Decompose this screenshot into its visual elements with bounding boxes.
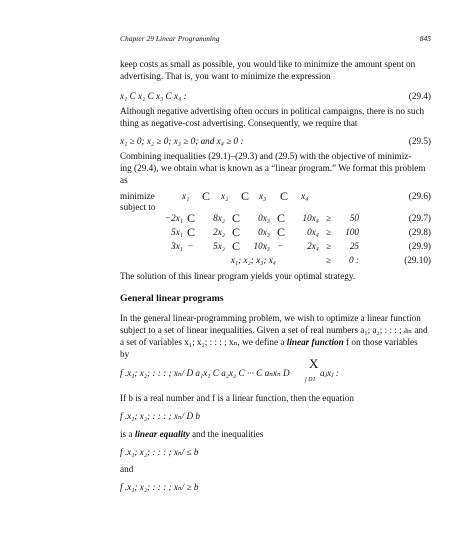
constraint-29-9-rhs: 25 bbox=[349, 241, 359, 251]
nonneg-variables: x₁; x₂; x₃; x₄ bbox=[230, 255, 276, 265]
equality-sentence bbox=[120, 428, 263, 440]
constraint-29-7-term-3: 0x₃ bbox=[258, 213, 270, 223]
constraint-29-8-op-1: C bbox=[187, 225, 196, 239]
equality-sentence-post: and the inequalities bbox=[189, 429, 264, 439]
neg-adv-line-1: Although negative advertising often occurs in political campaigns, there is no such bbox=[120, 106, 425, 116]
constraint-29-9-op-1: − bbox=[188, 241, 194, 251]
constraint-29-9-term-3: 10x₃ bbox=[253, 241, 270, 251]
equation-number-29-10: (29.10) bbox=[404, 255, 431, 265]
term-linear-function: linear function bbox=[286, 337, 344, 347]
equation-number-29-7: (29.7) bbox=[408, 213, 431, 223]
summation-symbol: X bbox=[309, 356, 319, 371]
section-heading: General linear programs bbox=[120, 293, 224, 304]
combining-line-2: ing (29.4), we obtain what is known as a “linear program.” We format this problem bbox=[120, 163, 426, 173]
combining-line-3: as bbox=[120, 175, 128, 185]
constraint-29-9-term-2: 5x₂ bbox=[213, 241, 225, 251]
constraint-29-9-term-4: 2x₄ bbox=[307, 241, 319, 251]
neg-adv-line-2: thing as negative-cost advertising. Consequently, we require that bbox=[120, 118, 358, 128]
summation-term: aⱼxⱼ : bbox=[320, 368, 339, 378]
subject-to-label: subject to bbox=[120, 202, 156, 212]
page-number: 845 bbox=[419, 34, 431, 43]
linear-equality-equation: f .x₁; x₂; : : : ; xₙ/ D b bbox=[120, 411, 201, 421]
summation-index: j D1 bbox=[305, 377, 316, 383]
constraint-29-7-op-3: C bbox=[277, 211, 286, 225]
minimize-label: minimize bbox=[120, 191, 155, 201]
constraint-29-8-op-3: C bbox=[277, 225, 286, 239]
objective-x3: x₃ bbox=[259, 191, 267, 201]
objective-x2: x₂ bbox=[221, 191, 229, 201]
intro-line-1: keep costs as small as possible, you would like to minimize the amount spent on bbox=[120, 59, 416, 69]
constraint-29-8-term-4: 0x₄ bbox=[307, 227, 319, 237]
constraint-29-8-op-2: C bbox=[232, 225, 241, 239]
constraint-29-7-term-2: 8x₂ bbox=[213, 213, 225, 223]
equation-number-29-6: (29.6) bbox=[408, 191, 431, 201]
if-sentence: If b is a real number and f is a linear function, then the equation bbox=[120, 393, 354, 403]
section-line-3-post: f on those variables bbox=[343, 337, 418, 347]
linear-function-definition: f .x₁; x₂; : : : ; xₙ/ D a₁x₁ C a₂x₂ C ··· C aₙxₙ D bbox=[120, 368, 290, 378]
constraint-29-9-rel: ≥ bbox=[326, 241, 332, 251]
equality-sentence-pre: is a bbox=[120, 429, 135, 439]
constraint-29-8-term-2: 2x₂ bbox=[213, 227, 225, 237]
section-line-2: subject to a set of linear inequalities. Given a set of real numbers a₁; a₂; : : : ; aₙ and bbox=[120, 325, 428, 335]
constraint-29-9-term-1: 3x₁ bbox=[171, 241, 183, 251]
inequality-le: f .x₁; x₂; : : : ; xₙ/ ≤ b bbox=[120, 447, 199, 457]
and-word: and bbox=[120, 464, 134, 474]
constraint-29-7-term-4: 10x₄ bbox=[302, 213, 319, 223]
constraint-29-9-op-3: − bbox=[278, 241, 284, 251]
intro-line-2: advertising. That is, you want to minimize the expression bbox=[120, 71, 331, 81]
inequality-ge: f .x₁; x₂; : : : ; xₙ/ ≥ b bbox=[120, 482, 199, 492]
section-line-3-pre: a set of variables x₁; x₂; : : : ; xₙ, we define a bbox=[120, 337, 287, 347]
constraint-29-7-op-1: C bbox=[187, 211, 196, 225]
term-linear-equality: linear equality bbox=[134, 429, 190, 439]
equation-number-29-5: (29.5) bbox=[408, 136, 431, 146]
equation-number-29-9: (29.9) bbox=[408, 241, 431, 251]
objective-plus-1: C bbox=[202, 189, 211, 203]
solution-sentence: The solution of this linear program yields your optimal strategy. bbox=[120, 271, 356, 281]
objective-plus-2: C bbox=[241, 189, 250, 203]
equation-number-29-8: (29.8) bbox=[408, 227, 431, 237]
constraint-29-8-term-1: 5x₁ bbox=[171, 227, 183, 237]
section-line-3 bbox=[120, 336, 418, 348]
section-line-1: In the general linear-programming problem, we wish to optimize a linear function bbox=[120, 313, 421, 323]
constraint-29-7-rel: ≥ bbox=[326, 213, 332, 223]
equation-29-5: x₁ ≥ 0; x₂ ≥ 0; x₃ ≥ 0; and x₄ ≥ 0 : bbox=[120, 136, 244, 146]
constraint-29-8-rhs: 100 bbox=[345, 227, 359, 237]
nonneg-rel: ≥ bbox=[326, 255, 332, 265]
constraint-29-7-op-2: C bbox=[232, 211, 241, 225]
section-line-4: by bbox=[120, 349, 130, 359]
constraint-29-8-term-3: 0x₃ bbox=[258, 227, 270, 237]
nonneg-rhs: 0 : bbox=[349, 255, 359, 265]
equation-number-29-4: (29.4) bbox=[408, 91, 431, 101]
equation-29-4: x₁ C x₂ C x₃ C x₄ : bbox=[120, 91, 187, 101]
constraint-29-8-rel: ≥ bbox=[326, 227, 332, 237]
objective-plus-3: C bbox=[280, 189, 289, 203]
combining-line-1: Combining inequalities (29.1)–(29.3) and (29.5) with the objective of minimiz- bbox=[120, 151, 412, 161]
constraint-29-7-term-1: −2x₁ bbox=[164, 213, 183, 223]
constraint-29-9-op-2: C bbox=[232, 239, 241, 253]
objective-x1: x₁ bbox=[182, 191, 190, 201]
objective-x4: x₄ bbox=[301, 191, 309, 201]
chapter-header: Chapter 29 Linear Programming bbox=[120, 34, 220, 43]
constraint-29-7-rhs: 50 bbox=[349, 213, 359, 223]
